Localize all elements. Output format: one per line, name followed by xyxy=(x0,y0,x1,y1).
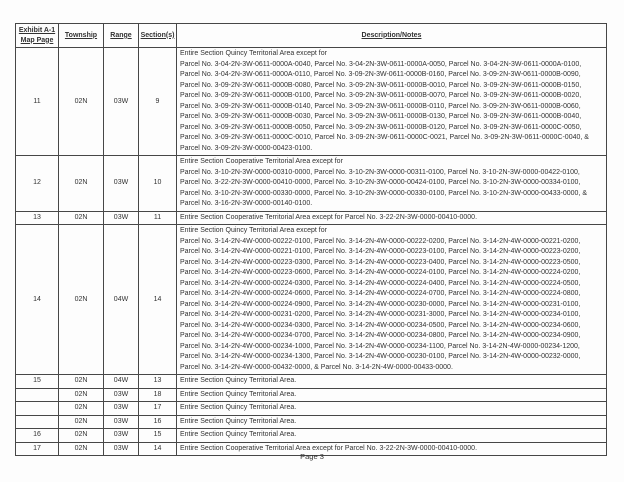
description-line: Parcel No. 3-09-2N-3W-0611-0000B-0080, Parcel No. 3-09-2N-3W-0611-0000B-0010, Parcel No. 3-09-2N-3W-0611-0000B-0150, xyxy=(180,81,582,89)
description-line: Parcel No. 3-14-2N-4W-0000-00234-1000, Parcel No. 3-14-2N-4W-0000-00234-1100, Parcel No. 3-14-2N-4W-0000-00234-1200, xyxy=(180,342,580,350)
header-map-page xyxy=(16,24,59,48)
range-cell: 04W xyxy=(104,225,139,375)
description-cell xyxy=(177,388,607,402)
description-line: Parcel No. 3-14-2N-4W-0000-00223-0300, Parcel No. 3-14-2N-4W-0000-00223-0400, Parcel No. 3-14-2N-4W-0000-00223-0500, xyxy=(180,258,581,266)
table-row xyxy=(16,429,607,443)
description-line: Parcel No. 3-04-2N-3W-0611-0000A-0040, Parcel No. 3-04-2N-3W-0611-0000A-0050, Parcel No. 3-04-2N-3W-0611-0000A-0100, xyxy=(180,60,582,68)
description-line: Parcel No. 3-14-2N-4W-0000-00224-0900, Parcel No. 3-14-2N-4W-0000-00230-0000, Parcel No. 3-14-2N-4W-0000-00231-0100, xyxy=(180,300,581,308)
description-line: Parcel No. 3-14-2N-4W-0000-00234-1300, Parcel No. 3-14-2N-4W-0000-00230-0100, Parcel No. 3-14-2N-4W-0000-00232-0000, xyxy=(180,353,581,360)
header-township-label: Township xyxy=(64,31,98,39)
township-cell: 02N xyxy=(59,211,104,225)
sections-cell: 13 xyxy=(139,375,177,389)
header-range-label: Range xyxy=(110,31,132,39)
township-cell: 02N xyxy=(59,375,104,389)
map-page-cell: 12 xyxy=(16,156,59,212)
description-line: Parcel No. 3-04-2N-3W-0611-0000A-0110, Parcel No. 3-09-2N-3W-0611-0000B-0160, Parcel No. 3-09-2N-3W-0611-0000B-0090, xyxy=(180,71,581,78)
description-cell xyxy=(177,156,607,212)
township-cell: 02N xyxy=(59,402,104,416)
description-line: Entire Section Quincy Territorial Area except for xyxy=(180,227,327,234)
description-line: Parcel No. 3-16-2N-3W-0000-00140-0100. xyxy=(180,200,313,207)
sections-cell: 18 xyxy=(139,388,177,402)
sections-cell: 14 xyxy=(139,225,177,375)
description-line: Parcel No. 3-09-2N-3W-0611-0000B-0100, Parcel No. 3-09-2N-3W-0611-0000B-0070, Parcel No. 3-09-2N-3W-0611-0000B-0020, xyxy=(180,92,582,99)
header-map-page-line1: Exhibit A-1 xyxy=(18,27,56,34)
map-page-cell: 15 xyxy=(16,375,59,389)
township-cell: 02N xyxy=(59,156,104,212)
range-cell: 03W xyxy=(104,211,139,225)
description-line: Parcel No. 3-09-2N-3W-0611-0000B-0030, Parcel No. 3-09-2N-3W-0611-0000B-0130, Parcel No. 3-09-2N-3W-0611-0000B-0040, xyxy=(180,113,582,120)
map-page-cell xyxy=(16,415,59,429)
sections-cell: 15 xyxy=(139,429,177,443)
description-line: Entire Section Cooperative Territorial Area except for xyxy=(180,158,343,165)
table-row xyxy=(16,48,607,156)
description-cell xyxy=(177,402,607,416)
description-cell xyxy=(177,225,607,375)
sections-cell: 17 xyxy=(139,402,177,416)
description-line: Parcel No. 3-09-2N-3W-0611-0000B-0050, Parcel No. 3-09-2N-3W-0611-0000B-0120, Parcel No. 3-09-2N-3W-0611-0000C-0050, xyxy=(180,123,582,131)
sections-cell: 10 xyxy=(139,156,177,212)
map-page-cell: 11 xyxy=(16,48,59,156)
header-township xyxy=(59,24,104,48)
header-sections xyxy=(139,24,177,48)
table-row xyxy=(16,402,607,416)
description-line: Parcel No. 3-09-2N-3W-0611-0000C-0010, Parcel No. 3-09-2N-3W-0611-0000C-0021, Parcel No. 3-09-2N-3W-0611-0000C-0040, & xyxy=(180,134,589,141)
description-line: Entire Section Quincy Territorial Area. xyxy=(180,404,297,411)
header-range xyxy=(104,24,139,48)
range-cell: 04W xyxy=(104,375,139,389)
range-cell: 03W xyxy=(104,402,139,416)
range-cell: 03W xyxy=(104,388,139,402)
description-line: Parcel No. 3-14-2N-4W-0000-00224-0600, Parcel No. 3-14-2N-4W-0000-00224-0700, Parcel No. 3-14-2N-4W-0000-00224-0800, xyxy=(180,290,581,297)
description-cell xyxy=(177,415,607,429)
sections-cell: 16 xyxy=(139,415,177,429)
table-row xyxy=(16,375,607,389)
description-line: Parcel No. 3-14-2N-4W-0000-00221-0100, Parcel No. 3-14-2N-4W-0000-00223-0100, Parcel No. 3-14-2N-4W-0000-00223-0200, xyxy=(180,248,581,255)
description-line: Parcel No. 3-14-2N-4W-0000-00432-0000, & Parcel No. 3-14-2N-4W-0000-00433-0000. xyxy=(180,363,453,371)
header-sections-label: Section(s) xyxy=(140,31,175,39)
description-line: Parcel No. 3-09-2N-3W-0611-0000B-0140, Parcel No. 3-09-2N-3W-0611-0000B-0110, Parcel No. 3-09-2N-3W-0611-0000B-0060, xyxy=(180,102,581,110)
township-cell: 02N xyxy=(59,48,104,156)
township-cell: 02N xyxy=(59,225,104,375)
range-cell: 03W xyxy=(104,415,139,429)
description-line: Entire Section Cooperative Territorial Area except for Parcel No. 3-22-2N-3W-0000-00410-0000. xyxy=(180,444,478,452)
map-page-cell xyxy=(16,402,59,416)
description-cell xyxy=(177,429,607,443)
range-cell: 03W xyxy=(104,429,139,443)
sections-cell: 11 xyxy=(139,211,177,225)
sections-cell: 9 xyxy=(139,48,177,156)
range-cell: 03W xyxy=(104,442,139,456)
description-line: Parcel No. 3-14-2N-4W-0000-00231-0200, Parcel No. 3-14-2N-4W-0000-00231-3000, Parcel No. 3-14-2N-4W-0000-00234-0100, xyxy=(180,311,581,318)
description-line: Entire Section Cooperative Territorial Area except for Parcel No. 3-22-2N-3W-0000-00410-0000. xyxy=(180,213,478,221)
map-page-cell: 17 xyxy=(16,442,59,456)
header-map-page-line2: Map Page xyxy=(20,36,54,44)
header-description xyxy=(177,24,607,48)
table-row xyxy=(16,225,607,375)
map-page-cell: 13 xyxy=(16,211,59,225)
table-header-row xyxy=(16,24,607,48)
description-line: Parcel No. 3-10-2N-3W-0000-00330-0000, Parcel No. 3-10-2N-3W-0000-00330-0100, Parcel No. 3-10-2N-3W-0000-00433-0000, & xyxy=(180,189,588,197)
map-page-cell: 14 xyxy=(16,225,59,375)
header-description-label: Description/Notes xyxy=(361,31,422,39)
description-line: Parcel No. 3-22-2N-3W-0000-00410-0000, Parcel No. 3-10-2N-3W-0000-00424-0100, Parcel No. 3-10-2N-3W-0000-00334-0100, xyxy=(180,179,581,186)
description-line: Parcel No. 3-14-2N-4W-0000-00223-0600, Parcel No. 3-14-2N-4W-0000-00224-0100, Parcel No. 3-14-2N-4W-0000-00224-0200, xyxy=(180,269,581,276)
map-page-cell xyxy=(16,388,59,402)
township-cell: 02N xyxy=(59,388,104,402)
description-line: Parcel No. 3-14-2N-4W-0000-00222-0100, Parcel No. 3-14-2N-4W-0000-00222-0200, Parcel No. 3-14-2N-4W-0000-00221-0200, xyxy=(180,237,581,245)
description-line: Entire Section Quincy Territorial Area except for xyxy=(180,50,327,57)
range-cell: 03W xyxy=(104,48,139,156)
description-line: Entire Section Quincy Territorial Area. xyxy=(180,377,297,384)
description-line: Parcel No. 3-10-2N-3W-0000-00310-0000, Parcel No. 3-10-2N-3W-0000-00311-0100, Parcel No. 3-10-2N-3W-0000-00422-0100, xyxy=(180,168,580,176)
description-line: Parcel No. 3-14-2N-4W-0000-00234-0300, Parcel No. 3-14-2N-4W-0000-00234-0500, Parcel No. 3-14-2N-4W-0000-00234-0600, xyxy=(180,321,581,329)
description-line: Parcel No. 3-09-2N-3W-0000-00423-0100. xyxy=(180,144,313,152)
description-cell xyxy=(177,48,607,156)
township-cell: 02N xyxy=(59,442,104,456)
township-cell: 02N xyxy=(59,429,104,443)
description-cell xyxy=(177,211,607,225)
township-cell: 02N xyxy=(59,415,104,429)
table-row xyxy=(16,156,607,212)
description-line: Entire Section Quincy Territorial Area. xyxy=(180,390,297,398)
description-line: Entire Section Quincy Territorial Area. xyxy=(180,417,297,425)
table-row xyxy=(16,415,607,429)
sections-cell: 14 xyxy=(139,442,177,456)
table-row xyxy=(16,388,607,402)
map-page-cell: 16 xyxy=(16,429,59,443)
exhibit-a1-table xyxy=(15,23,607,456)
table-row xyxy=(16,211,607,225)
description-line: Entire Section Quincy Territorial Area. xyxy=(180,431,297,438)
range-cell: 03W xyxy=(104,156,139,212)
description-line: Parcel No. 3-14-2N-4W-0000-00234-0700, Parcel No. 3-14-2N-4W-0000-00234-0800, Parcel No. 3-14-2N-4W-0000-00234-0900, xyxy=(180,332,581,339)
page-number: Page 3 xyxy=(300,452,324,461)
description-line: Parcel No. 3-14-2N-4W-0000-00224-0300, Parcel No. 3-14-2N-4W-0000-00224-0400, Parcel No. 3-14-2N-4W-0000-00224-0500, xyxy=(180,279,581,287)
description-cell xyxy=(177,375,607,389)
